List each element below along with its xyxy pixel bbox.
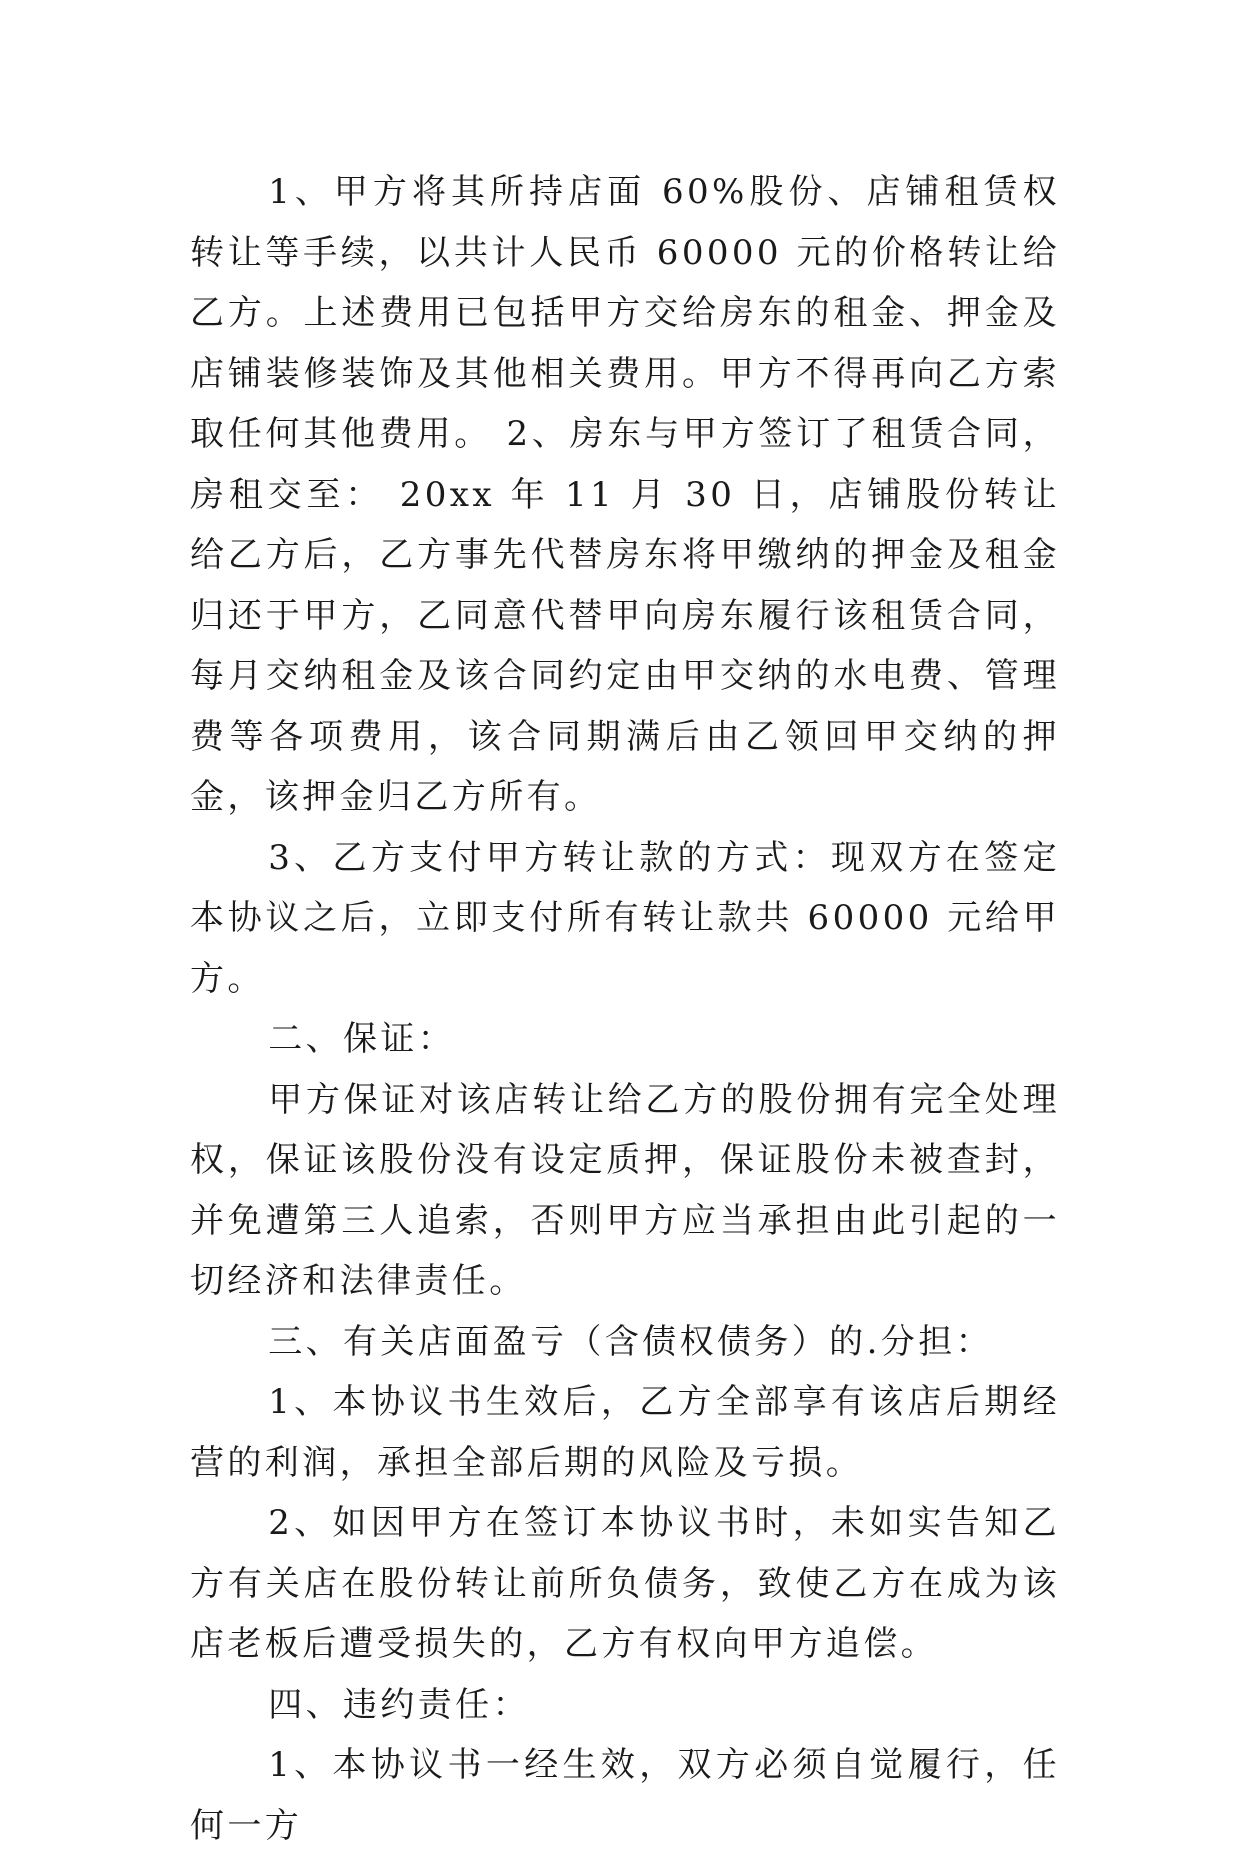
section-heading-guarantee: 二、保证：: [268, 1019, 456, 1059]
paragraph-profit-loss-2: 2、如因甲方在签订本协议书时，未如实告知乙方有关店在股份转让前所负债务，致使乙方在成为该店老板后遭受损失的，乙方有权向甲方追偿。: [190, 1503, 1060, 1664]
document-body: [190, 162, 1060, 1856]
paragraph-profit-loss-1: 1、本协议书生效后，乙方全部享有该店后期经营的利润，承担全部后期的风险及亏损。: [190, 1382, 1060, 1483]
section-heading-profit-loss: 三、有关店面盈亏（含债权债务）的.分担：: [268, 1321, 993, 1362]
paragraph-liability-1: 1、本协议书一经生效，双方必须自觉履行，任何一方: [190, 1745, 1060, 1846]
paragraph-payment-method: 3、乙方支付甲方转让款的方式：现双方在签定本协议之后，立即支付所有转让款共 60000 元给甲方。: [190, 837, 1060, 999]
paragraph-guarantee: 甲方保证对该店转让给乙方的股份拥有完全处理权，保证该股份没有设定质押，保证股份未被查封，并免遭第三人追索，否则甲方应当承担由此引起的一切经济和法律责任。: [190, 1079, 1060, 1301]
paragraph-transfer-terms: 1、甲方将其所持店面 60%股份、店铺租赁权转让等手续，以共计人民币 60000 元的价格转让给乙方。上述费用已包括甲方交给房东的租金、押金及店铺装修装饰及其他相关费用。甲方不得再向乙方索取任何其他费用。 2、房东与甲方签订了租赁合同，房租交至： 20xx 年 11 月 30 日，店铺股份转让给乙方后，乙方事先代替房东将甲缴纳的押金及租金归还于甲方，乙同意代替甲向房东履行该租赁合同，每月交纳租金及该合同约定由甲交纳的水电费、管理费等各项费用，该合同期满后由乙领回甲交纳的押金，该押金归乙方所有。: [190, 172, 1060, 817]
section-heading-liability: 四、违约责任：: [268, 1684, 530, 1725]
